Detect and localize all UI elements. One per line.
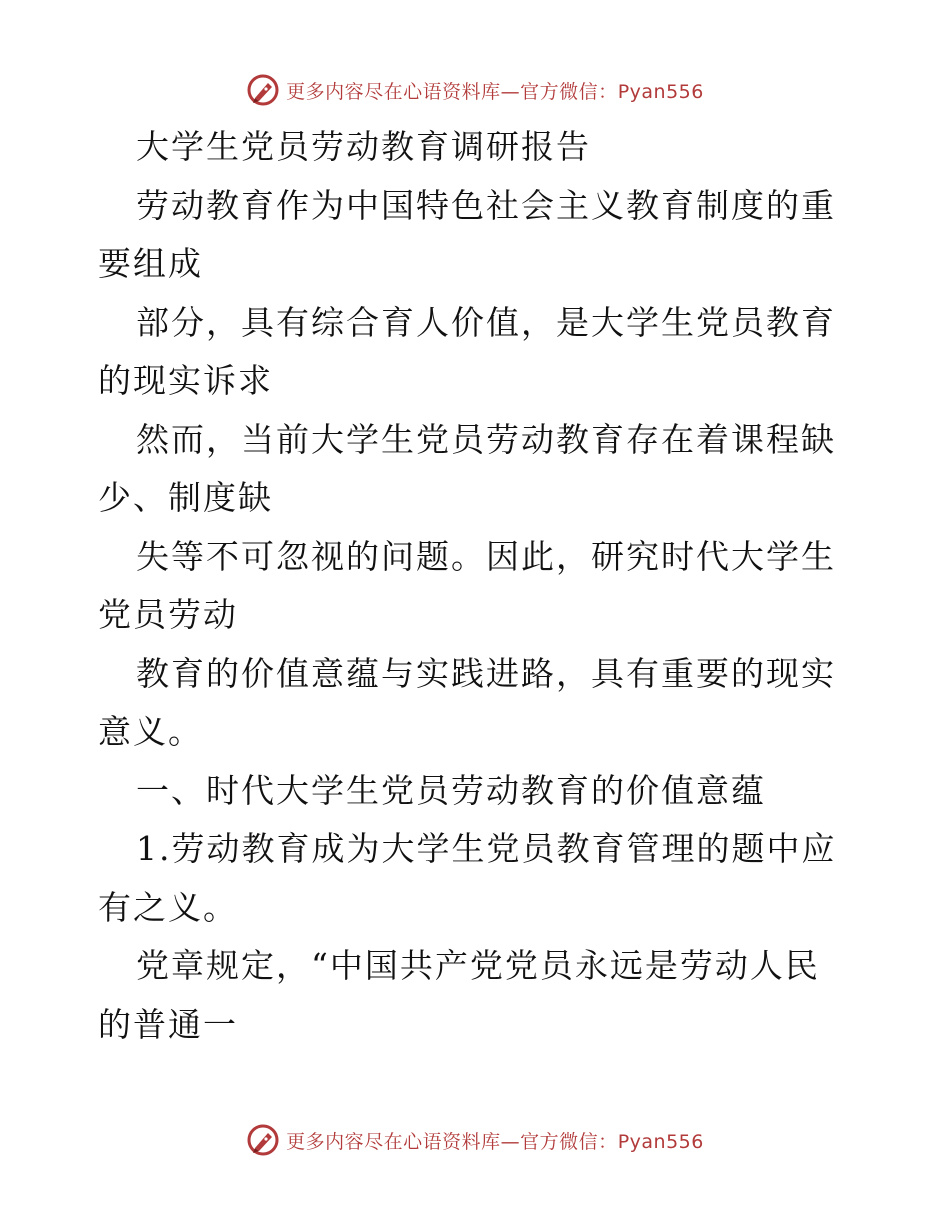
paragraph: 失等不可忽视的问题。因此，研究时代大学生党员劳动 xyxy=(98,536,836,634)
watermark-main: 更多内容尽在心语资料库 xyxy=(286,1130,501,1153)
subsection-heading: 1.劳动教育成为大学生党员教育管理的题中应有之义。 xyxy=(98,829,837,927)
watermark-dash: — xyxy=(500,80,521,103)
paragraph: 然而，当前大学生党员劳动教育存在着课程缺少、制度缺 xyxy=(98,419,836,517)
document-body xyxy=(98,118,850,1054)
pen-logo-icon xyxy=(246,73,280,107)
watermark-main: 更多内容尽在心语资料库 xyxy=(286,80,501,103)
paragraph: 教育的价值意蕴与实践进路，具有重要的现实意义。 xyxy=(98,653,836,751)
paragraph: 部分，具有综合育人价值，是大学生党员教育的现实诉求 xyxy=(98,302,836,400)
watermark-text xyxy=(286,1127,704,1154)
pen-logo-icon xyxy=(246,1123,280,1157)
watermark-id: Pyan556 xyxy=(617,80,704,103)
watermark-official: 官方微信： xyxy=(520,1130,618,1153)
footer-watermark xyxy=(0,1120,950,1160)
watermark-text xyxy=(286,77,704,104)
watermark-id: Pyan556 xyxy=(617,1130,704,1153)
watermark-dash: — xyxy=(500,1130,521,1153)
document-title: 大学生党员劳动教育调研报告 xyxy=(136,127,591,166)
paragraph: 党章规定，“中国共产党党员永远是劳动人民的普通一 xyxy=(98,946,820,1044)
watermark-official: 官方微信： xyxy=(520,80,618,103)
header-watermark xyxy=(0,70,950,110)
paragraph: 劳动教育作为中国特色社会主义教育制度的重要组成 xyxy=(98,185,836,283)
section-heading: 一、时代大学生党员劳动教育的价值意蕴 xyxy=(136,770,766,810)
